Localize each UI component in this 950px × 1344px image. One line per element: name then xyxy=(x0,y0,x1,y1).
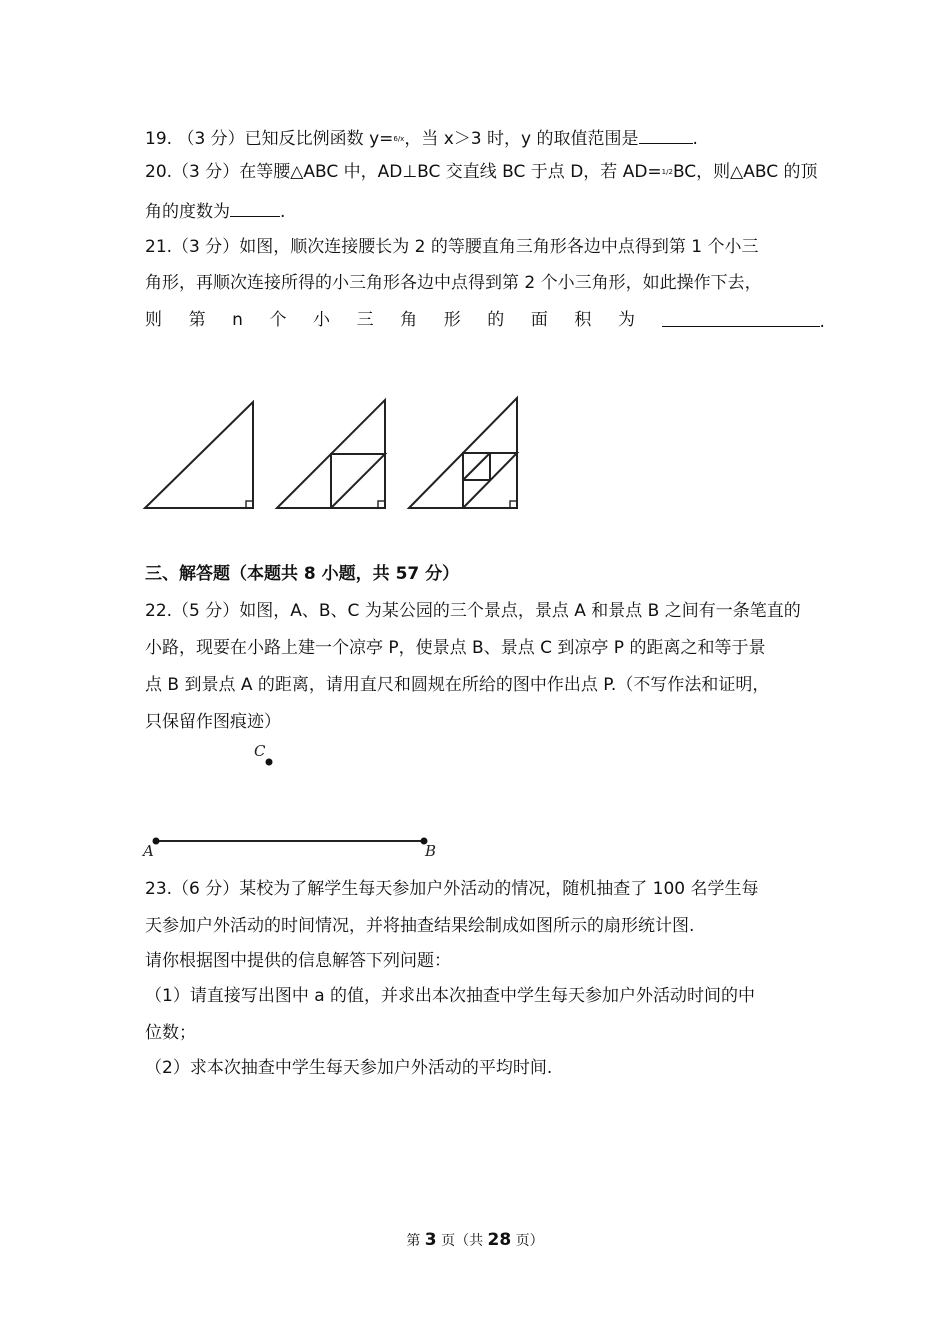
q20-fraction: 1/2 xyxy=(661,168,673,176)
q21-line-2: 角形，再顺次连接所得的小三角形各边中点得到第 2 个小三角形，如此操作下去， xyxy=(145,273,762,293)
q23-line-3: 请你根据图中提供的信息解答下列问题： xyxy=(145,951,451,971)
page-footer: 第 3 页（共 28 页） xyxy=(406,1230,544,1250)
point-c-label: C xyxy=(254,742,266,760)
q19-line: 19. （3 分）已知反比例函数 y=6/x，当 x＞3 时，y 的取值范围是 . xyxy=(145,126,698,150)
q20-line-2: 角的度数为 . xyxy=(145,199,285,223)
page-number: 3 xyxy=(424,1230,437,1250)
triangle-2 xyxy=(277,400,385,508)
q23-line-2: 天参加户外活动的时间情况，并将抽查结果绘制成如图所示的扇形统计图. xyxy=(145,916,695,936)
point-a-label: A xyxy=(143,842,154,860)
q21-triangles-figure xyxy=(0,390,950,530)
triangle-1 xyxy=(145,402,253,508)
q23-line-1: 23.（6 分）某校为了解学生每天参加户外活动的情况，随机抽查了 100 名学生每 xyxy=(145,879,759,899)
q22-figure xyxy=(0,735,950,865)
triangle-3 xyxy=(409,398,517,508)
q22-line-3: 点 B 到景点 A 的距离，请用直尺和圆规在所给的图中作出点 P.（不写作法和证明， xyxy=(145,675,770,695)
q22-line-1: 22.（5 分）如图，A、B、C 为某公园的三个景点，景点 A 和景点 B 之间有一条笔直的 xyxy=(145,601,801,621)
section-title: 三、解答题（本题共 8 小题，共 57 分） xyxy=(145,564,460,584)
q19-answer-blank[interactable] xyxy=(639,126,693,144)
point-b-label: B xyxy=(425,842,437,860)
q21-line-1: 21.（3 分）如图，顺次连接腰长为 2 的等腰直角三角形各边中点得到第 1 个小三 xyxy=(145,237,759,257)
q20-line-1: 20.（3 分）在等腰△ABC 中，AD⊥BC 交直线 BC 于点 D，若 AD=1/2BC，则△ABC 的顶 xyxy=(145,162,818,182)
page-total: 28 xyxy=(487,1230,512,1250)
q21-answer-blank[interactable] xyxy=(662,309,820,327)
q19-fraction: 6/x xyxy=(393,135,405,143)
q23-line-4: （1）请直接写出图中 a 的值，并求出本次抽查中学生每天参加户外活动时间的中 xyxy=(145,986,756,1006)
q23-line-6: （2）求本次抽查中学生每天参加户外活动的平均时间. xyxy=(145,1058,553,1078)
point-c xyxy=(266,759,273,766)
q20-answer-blank[interactable] xyxy=(230,199,280,217)
q22-line-2: 小路，现要在小路上建一个凉亭 P，使景点 B、景点 C 到凉亭 P 的距离之和等于景 xyxy=(145,638,766,658)
q21-line-3: 则 第 n 个 小 三 角 形 的 面 积 为 . xyxy=(145,310,825,332)
q23-line-5: 位数； xyxy=(145,1023,196,1043)
q22-line-4: 只保留作图痕迹） xyxy=(145,712,281,732)
